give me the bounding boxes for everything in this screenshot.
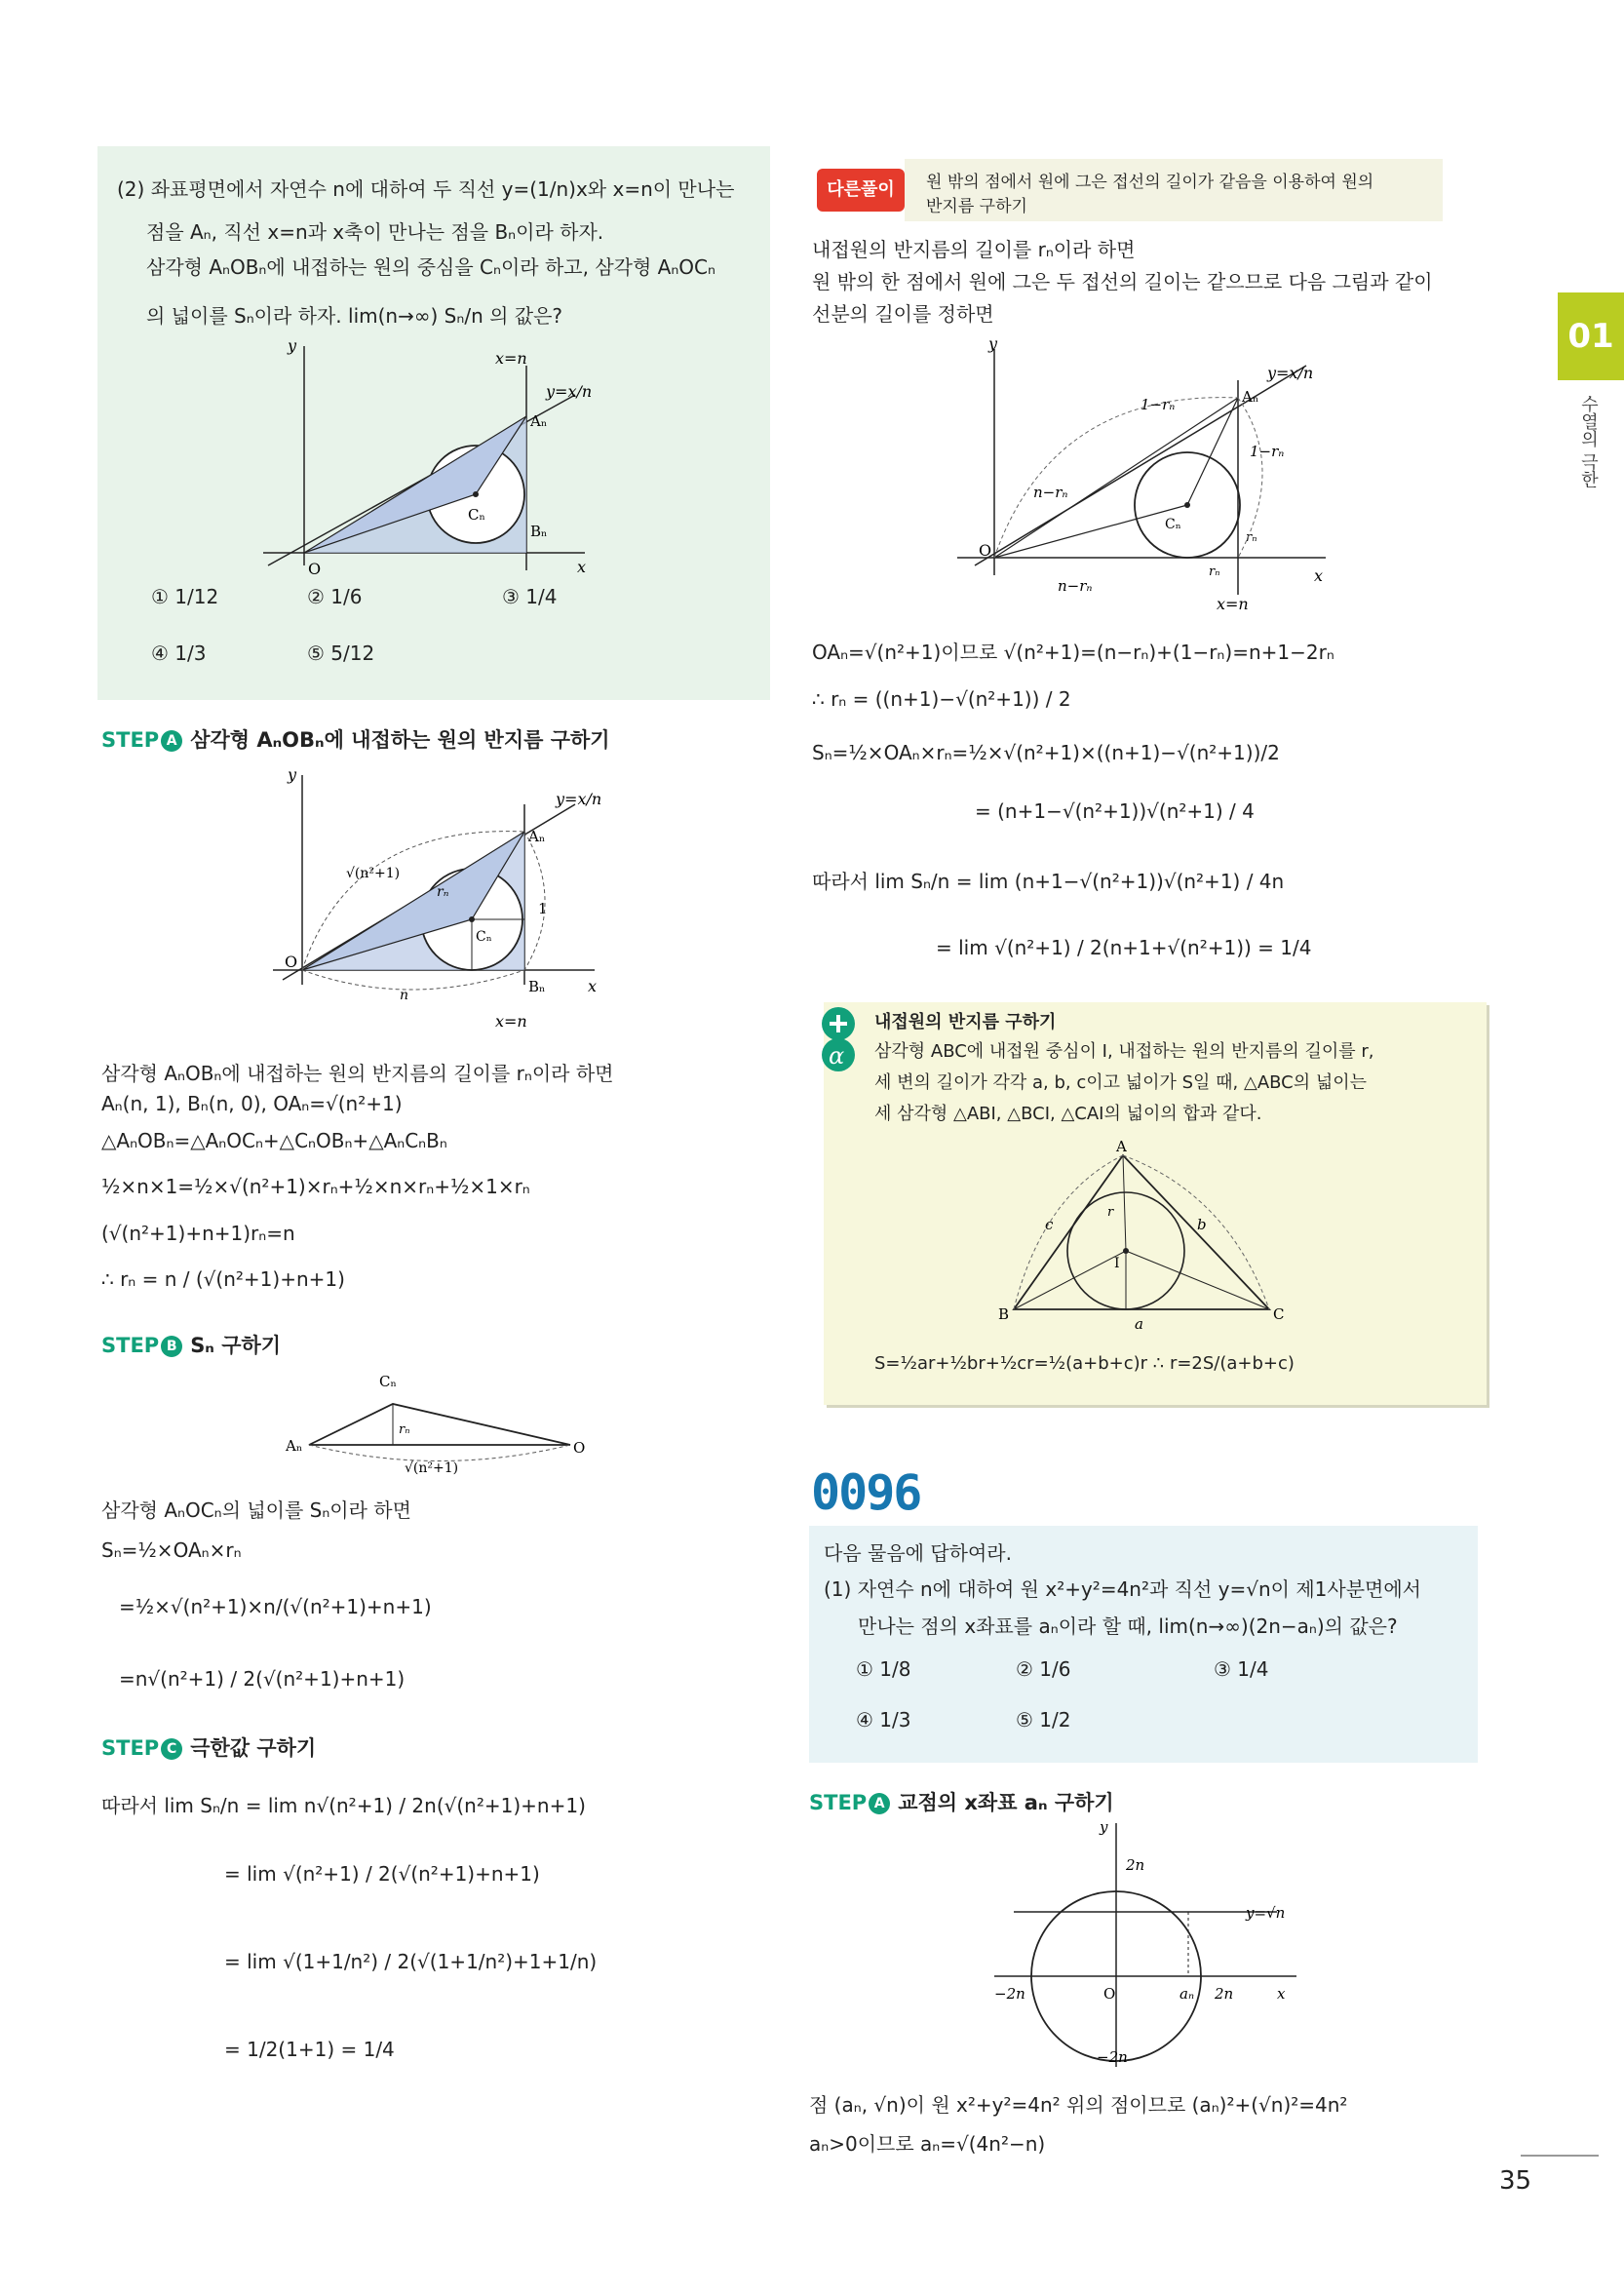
- step-c-title: 극한값 구하기: [190, 1736, 317, 1760]
- step-a-line-4: ½×n×1=½×√(n²+1)×rₙ+½×n×rₙ+½×1×rₙ: [101, 1175, 530, 1198]
- alt-line-2: 원 밖의 한 점에서 원에 그은 두 접선의 길이는 같으므로 다음 그림과 같이: [812, 270, 1433, 293]
- svg-text:c: c: [1045, 1216, 1054, 1233]
- svg-text:n−rₙ: n−rₙ: [1033, 484, 1068, 501]
- alt-line-1: 내접원의 반지름의 길이를 rₙ이라 하면: [812, 238, 1136, 261]
- end-line-2: aₙ>0이므로 aₙ=√(4n²−n): [809, 2132, 1046, 2156]
- q-choice-3[interactable]: ③ 1/4: [1214, 1657, 1269, 1681]
- svg-text:C: C: [1273, 1305, 1285, 1323]
- q-step-a-badge: A: [869, 1793, 890, 1814]
- svg-text:Cₙ: Cₙ: [476, 929, 492, 945]
- svg-text:rₙ: rₙ: [1246, 530, 1257, 545]
- svg-text:y: y: [988, 334, 998, 353]
- question-line-2: 만나는 점의 x좌표를 aₙ이라 할 때, lim(n→∞)(2n−aₙ)의 값은?: [858, 1615, 1398, 1638]
- step-a-badge: A: [161, 730, 182, 752]
- svg-text:n: n: [400, 988, 409, 1003]
- svg-text:x: x: [577, 558, 587, 576]
- svg-text:Cₙ: Cₙ: [468, 506, 485, 524]
- svg-text:x: x: [1314, 566, 1324, 585]
- step-c-line-2: = lim √(n²+1) / 2(√(n²+1)+n+1): [224, 1862, 540, 1886]
- step-a-heading: [101, 724, 610, 754]
- plus-line-2: 세 변의 길이가 각각 a, b, c이고 넓이가 S일 때, △ABC의 넓이는: [874, 1072, 1368, 1093]
- step-b-label: STEP: [101, 1334, 160, 1357]
- step-a-line-2: Aₙ(n, 1), Bₙ(n, 0), OAₙ=√(n²+1): [101, 1092, 403, 1115]
- problem-line-1: (2) 좌표평면에서 자연수 n에 대하여 두 직선 y=(1/n)x와 x=n이 만나는: [117, 177, 735, 201]
- svg-text:Aₙ: Aₙ: [1242, 388, 1259, 406]
- svg-text:α: α: [829, 1042, 845, 1070]
- choice-1[interactable]: ① 1/12: [151, 585, 219, 608]
- alt-desc-line-1: 원 밖의 점에서 원에 그은 접선의 길이가 같음을 이용하여 원의: [926, 173, 1374, 192]
- choice-3[interactable]: ③ 1/4: [502, 585, 558, 608]
- step-a-line-3: △AₙOBₙ=△AₙOCₙ+△CₙOBₙ+△AₙCₙBₙ: [101, 1129, 447, 1152]
- step-c-badge: C: [161, 1738, 182, 1760]
- problem-figure: [253, 336, 634, 580]
- svg-text:O: O: [1103, 1985, 1116, 2003]
- step-a-label: STEP: [101, 728, 160, 752]
- chapter-title: 수열의 극한: [1578, 395, 1599, 488]
- step-a-figure: [263, 765, 624, 1031]
- q-step-a-heading: [809, 1787, 1114, 1816]
- svg-text:−2n: −2n: [1097, 2048, 1128, 2066]
- svg-text:y=√n: y=√n: [1246, 1904, 1286, 1922]
- problem-line-4: 의 넓이를 Sₙ이라 하자. lim(n→∞) Sₙ/n 의 값은?: [146, 304, 563, 328]
- svg-text:O: O: [285, 953, 298, 971]
- svg-text:1: 1: [538, 900, 548, 917]
- svg-text:√(n²+1): √(n²+1): [405, 1460, 459, 1476]
- svg-text:y: y: [288, 336, 297, 355]
- step-b-line-3: =½×√(n²+1)×n/(√(n²+1)+n+1): [119, 1595, 432, 1618]
- problem-line-3: 삼각형 AₙOBₙ에 내접하는 원의 중심을 Cₙ이라 하고, 삼각형 AₙOCₙ: [146, 255, 715, 279]
- svg-text:Aₙ: Aₙ: [530, 412, 548, 430]
- svg-text:2n: 2n: [1215, 1985, 1234, 2003]
- svg-text:x=n: x=n: [495, 1012, 527, 1031]
- plus-line-1: 삼각형 ABC에 내접원 중심이 I, 내접하는 원의 반지름의 길이를 r,: [874, 1041, 1374, 1062]
- calc-line-6: = lim √(n²+1) / 2(n+1+√(n²+1)) = 1/4: [936, 936, 1312, 959]
- question-intro: 다음 물음에 답하여라.: [824, 1541, 1012, 1565]
- q-choice-1[interactable]: ① 1/8: [856, 1657, 911, 1681]
- step-b-line-2: Sₙ=½×OAₙ×rₙ: [101, 1538, 242, 1562]
- step-b-line-4: =n√(n²+1) / 2(√(n²+1)+n+1): [119, 1667, 406, 1691]
- choice-2[interactable]: ② 1/6: [307, 585, 363, 608]
- svg-text:O: O: [308, 560, 322, 578]
- step-c-line-4: = 1/2(1+1) = 1/4: [224, 2038, 395, 2061]
- calc-line-2: ∴ rₙ = ((n+1)−√(n²+1)) / 2: [812, 687, 1071, 711]
- svg-text:Aₙ: Aₙ: [528, 828, 546, 845]
- svg-text:y=x/n: y=x/n: [556, 790, 602, 808]
- svg-text:b: b: [1197, 1216, 1207, 1233]
- step-c-heading: [101, 1732, 316, 1762]
- svg-text:rₙ: rₙ: [437, 884, 449, 900]
- svg-text:rₙ: rₙ: [1209, 564, 1220, 579]
- svg-text:Bₙ: Bₙ: [528, 978, 546, 995]
- svg-text:y: y: [1100, 1818, 1108, 1836]
- plus-title: 내접원의 반지름 구하기: [874, 1012, 1057, 1032]
- plus-figure: [985, 1136, 1306, 1331]
- step-a-title: 삼각형 AₙOBₙ에 내접하는 원의 반지름 구하기: [190, 728, 610, 752]
- svg-text:a: a: [1135, 1315, 1143, 1333]
- svg-text:x: x: [588, 977, 598, 995]
- svg-text:1−rₙ: 1−rₙ: [1250, 443, 1285, 460]
- step-a-line-6: ∴ rₙ = n / (√(n²+1)+n+1): [101, 1267, 345, 1291]
- step-c-line-3: = lim √(1+1/n²) / 2(√(1+1/n²)+1+1/n): [224, 1950, 598, 1973]
- calc-line-5: 따라서 lim Sₙ/n = lim (n+1−√(n²+1))√(n²+1) / 4n: [812, 870, 1285, 893]
- plus-alpha-icon: [817, 1004, 864, 1074]
- svg-text:n−rₙ: n−rₙ: [1058, 577, 1093, 595]
- q-step-a-label: STEP: [809, 1791, 868, 1814]
- circle-figure: [985, 1818, 1316, 2072]
- step-c-label: STEP: [101, 1736, 160, 1760]
- choice-5[interactable]: ⑤ 5/12: [307, 642, 375, 665]
- question-number: 0096: [811, 1464, 921, 1521]
- chapter-tab: 01: [1558, 292, 1624, 380]
- svg-text:Bₙ: Bₙ: [530, 523, 548, 540]
- calc-line-1: OAₙ=√(n²+1)이므로 √(n²+1)=(n−rₙ)+(1−rₙ)=n+1−2rₙ: [812, 641, 1334, 664]
- svg-text:1−rₙ: 1−rₙ: [1141, 396, 1176, 413]
- step-b-line-1: 삼각형 AₙOCₙ의 넓이를 Sₙ이라 하면: [101, 1498, 411, 1522]
- page-number-rule: [1521, 2155, 1599, 2157]
- alt-line-3: 선분의 길이를 정하면: [812, 302, 994, 326]
- svg-text:A: A: [1116, 1138, 1127, 1155]
- plus-formula: S=½ar+½br+½cr=½(a+b+c)r ∴ r=2S/(a+b+c): [874, 1353, 1295, 1374]
- svg-text:B: B: [998, 1305, 1010, 1323]
- svg-text:O: O: [979, 541, 992, 560]
- svg-text:x=n: x=n: [1217, 595, 1249, 613]
- step-b-heading: [101, 1330, 281, 1359]
- svg-text:Aₙ: Aₙ: [286, 1437, 303, 1455]
- svg-text:Cₙ: Cₙ: [379, 1373, 397, 1390]
- svg-text:2n: 2n: [1126, 1856, 1145, 1874]
- svg-text:aₙ: aₙ: [1179, 1985, 1195, 2003]
- alt-figure: [946, 331, 1355, 624]
- svg-text:−2n: −2n: [994, 1985, 1025, 2003]
- svg-text:Cₙ: Cₙ: [1165, 517, 1181, 532]
- step-c-line-1: 따라서 lim Sₙ/n = lim n√(n²+1) / 2n(√(n²+1)+n+1): [101, 1794, 586, 1817]
- q-choice-2[interactable]: ② 1/6: [1016, 1657, 1071, 1681]
- svg-text:x: x: [1277, 1985, 1286, 2003]
- svg-text:r: r: [1107, 1205, 1114, 1220]
- alt-solution-tag: 다른풀이: [817, 169, 905, 212]
- q-choice-4[interactable]: ④ 1/3: [856, 1708, 911, 1732]
- q-choice-5[interactable]: ⑤ 1/2: [1016, 1708, 1071, 1732]
- svg-text:I: I: [1114, 1256, 1120, 1271]
- svg-text:rₙ: rₙ: [399, 1422, 410, 1437]
- svg-text:√(n²+1): √(n²+1): [346, 866, 401, 881]
- svg-text:y=x/n: y=x/n: [1267, 364, 1314, 382]
- svg-text:y=x/n: y=x/n: [546, 382, 593, 401]
- calc-line-4: = (n+1−√(n²+1))√(n²+1) / 4: [975, 799, 1255, 823]
- alt-desc-line-2: 반지름 구하기: [926, 197, 1027, 216]
- calc-line-3: Sₙ=½×OAₙ×rₙ=½×√(n²+1)×((n+1)−√(n²+1))/2: [812, 741, 1280, 764]
- end-line-1: 점 (aₙ, √n)이 원 x²+y²=4n² 위의 점이므로 (aₙ)²+(√n)²=4n²: [809, 2093, 1348, 2117]
- step-b-title: Sₙ 구하기: [190, 1334, 282, 1357]
- page-number: 35: [1499, 2166, 1532, 2196]
- question-line-1: (1) 자연수 n에 대하여 원 x²+y²=4n²과 직선 y=√n이 제1사분면에서: [824, 1577, 1422, 1601]
- step-a-line-1: 삼각형 AₙOBₙ에 내접하는 원의 반지름의 길이를 rₙ이라 하면: [101, 1062, 614, 1085]
- step-b-figure: [278, 1365, 599, 1476]
- step-a-line-5: (√(n²+1)+n+1)rₙ=n: [101, 1222, 295, 1245]
- q-step-a-title: 교점의 x좌표 aₙ 구하기: [898, 1791, 1114, 1814]
- choice-4[interactable]: ④ 1/3: [151, 642, 207, 665]
- step-b-badge: B: [161, 1336, 182, 1357]
- svg-text:x=n: x=n: [495, 349, 527, 368]
- problem-line-2: 점을 Aₙ, 직선 x=n과 x축이 만나는 점을 Bₙ이라 하자.: [146, 220, 604, 244]
- svg-text:y: y: [288, 765, 297, 784]
- svg-text:O: O: [573, 1439, 586, 1457]
- plus-line-3: 세 삼각형 △ABI, △BCI, △CAI의 넓이의 합과 같다.: [874, 1104, 1262, 1124]
